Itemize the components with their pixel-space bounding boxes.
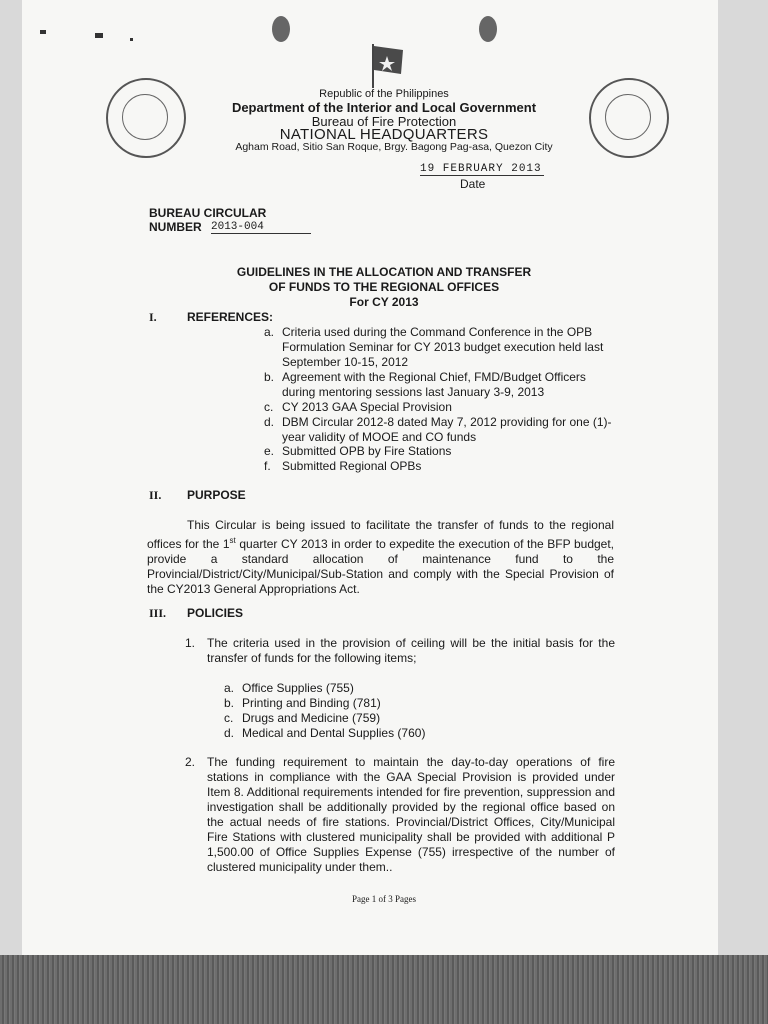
list-text: Medical and Dental Supplies (760) <box>242 726 426 740</box>
scan-speck <box>95 33 103 38</box>
page-footer: Page 1 of 3 Pages <box>352 894 416 904</box>
policy-text: The criteria used in the provision of ceiling will be the initial basis for the transfer of funds for the following items; <box>207 636 615 665</box>
section-number: II. <box>149 488 162 502</box>
purpose-text: This Circular is being issued to facilitate the transfer of funds to the regional offices for the 1 <box>147 518 614 551</box>
date-value: 19 FEBRUARY 2013 <box>420 163 542 175</box>
policy-text: The funding requirement to maintain the day-to-day operations of fire stations in compliance with the GAA Special Provision is provided under Item 8. Additional requirements intended for fire prevention, suppression and investigation shall be additionally provided by the regional office based on the actual needs of fire stations. Provincial/District Offices, City/Municipal Fire Stations with clustered municipality shall be provided with additional P 1,500.00 of Office Supplies Expense (755) irrespective of the number of clustered municipality under them.. <box>207 755 615 874</box>
punch-hole <box>272 16 290 42</box>
circular-number-value: 2013-004 <box>211 221 311 234</box>
list-text: Criteria used during the Command Conference in the OPB Formulation Seminar for CY 2013 budget execution held last September 10-15, 2012 <box>282 325 604 369</box>
scan-speck <box>130 38 133 41</box>
list-letter: b. <box>224 696 235 710</box>
section-number: III. <box>149 606 167 620</box>
list-text: Submitted Regional OPBs <box>282 459 422 473</box>
list-letter: b. <box>264 370 275 384</box>
section-title: PURPOSE <box>187 488 246 502</box>
date-label: Date <box>460 177 486 191</box>
list-letter: f. <box>264 459 271 473</box>
philippine-flag-icon <box>370 44 406 88</box>
doc-title-line-2: OF FUNDS TO THE REGIONAL OFFICES <box>268 280 500 294</box>
policy-number: 2. <box>185 755 196 769</box>
list-letter: e. <box>264 444 275 458</box>
purpose-superscript: st <box>229 536 236 545</box>
section-number: I. <box>149 310 157 324</box>
address-line: Agham Road, Sitio San Roque, Brgy. Bagong Pag-asa, Quezon City <box>235 141 553 153</box>
circular-title: BUREAU CIRCULAR <box>149 206 267 220</box>
doc-title-line-3: For CY 2013 <box>349 295 419 309</box>
punch-hole <box>479 16 497 42</box>
republic-line: Republic of the Philippines <box>319 88 449 100</box>
list-letter: c. <box>224 711 234 725</box>
scan-shadow <box>0 955 768 1024</box>
list-text: Drugs and Medicine (759) <box>242 711 381 725</box>
hq-line: NATIONAL HEADQUARTERS <box>279 126 489 143</box>
policy-number: 1. <box>185 636 196 650</box>
list-text: DBM Circular 2012-8 dated May 7, 2012 providing for one (1)-year validity of MOOE and CO funds <box>282 415 612 444</box>
list-text: Office Supplies (755) <box>242 681 354 695</box>
list-text: Agreement with the Regional Chief, FMD/Budget Officers during mentoring sessions last January 3-9, 2013 <box>282 370 586 399</box>
section-title: REFERENCES: <box>187 310 274 324</box>
scan-speck <box>40 30 46 34</box>
doc-title-line-1: GUIDELINES IN THE ALLOCATION AND TRANSFER <box>236 265 532 279</box>
date-underline <box>420 175 544 176</box>
list-text: CY 2013 GAA Special Provision <box>282 400 452 414</box>
purpose-text: quarter CY 2013 in order to expedite the execution of the BFP budget, provide a standard allocation of maintenance fund to the Provincial/District/City/Municipal/Sub-Station and comply with the Special Provision of the CY2013 General Appropriations Act. <box>147 537 615 596</box>
list-text: Submitted OPB by Fire Stations <box>282 444 452 458</box>
list-letter: a. <box>224 681 235 695</box>
bureau-line: Bureau of Fire Protection <box>311 114 457 129</box>
circular-number-label: NUMBER <box>149 220 202 234</box>
purpose-paragraph <box>147 518 614 597</box>
section-title: POLICIES <box>187 606 244 620</box>
list-letter: d. <box>264 415 275 429</box>
department-line: Department of the Interior and Local Government <box>231 100 537 115</box>
list-letter: c. <box>264 400 274 414</box>
list-text: Printing and Binding (781) <box>242 696 381 710</box>
list-letter: a. <box>264 325 275 339</box>
list-letter: d. <box>224 726 235 740</box>
